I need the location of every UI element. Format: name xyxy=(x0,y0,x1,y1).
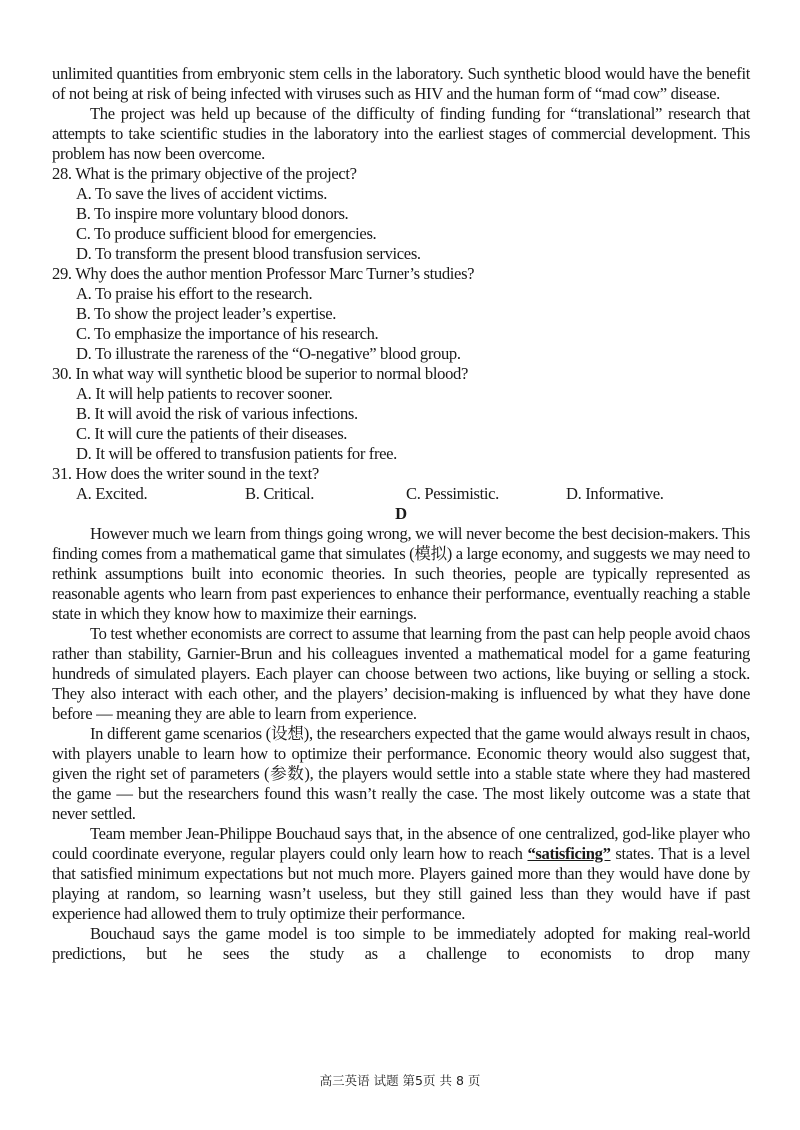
option-c: C. It will cure the patients of their diseases. xyxy=(76,424,348,443)
option-d: D. To transform the present blood transfusion services. xyxy=(76,244,421,263)
question-28 xyxy=(52,164,750,264)
section-heading-d: D xyxy=(395,504,407,523)
option-a: A. To save the lives of accident victims. xyxy=(76,184,327,203)
underlined-term-satisficing: “satisficing” xyxy=(527,844,611,863)
passage-d-paragraph-3: In different game scenarios (设想), the researchers expected that the game would always result in chaos, with players unable to learn how to optimize their performance. Economic theory would also suggest that, given the right set of parameters (参数), the players would settle into a stable state where they had mastered the game — but the researchers found this wasn’t really the case. The most likely outcome was a state that never settled. xyxy=(52,724,750,823)
option-b: B. To show the project leader’s expertise. xyxy=(76,304,337,323)
option-d: D. Informative. xyxy=(566,484,664,503)
passage-c-paragraph-1: unlimited quantities from embryonic stem cells in the laboratory. Such synthetic blood would have the benefit of not being at risk of being infected with viruses such as HIV and the human form of “mad cow” disease. xyxy=(52,64,750,103)
paragraph-text: states. That is a level that satisfied minimum expectations but not much more. Players gained more than they would have done by playing at random, so learning wasn’t useless, but they still gained less than they would have if past experience had allowed them to truly optimize their performance. xyxy=(52,844,750,923)
option-b: B. It will avoid the risk of various infections. xyxy=(76,404,358,423)
option-d: D. To illustrate the rareness of the “O-negative” blood group. xyxy=(76,344,461,363)
passage-c-paragraph-2: The project was held up because of the difficulty of finding funding for “translational” research that attempts to take scientific studies in the laboratory into the earliest stages of commercial development. This problem has now been overcome. xyxy=(52,104,750,163)
option-b: B. To inspire more voluntary blood donors. xyxy=(76,204,349,223)
paragraph-text: Team member Jean-Philippe Bouchaud says that, in the absence of one centralized, god-like player who could coordinate everyone, regular players could only learn how to reach xyxy=(52,824,750,863)
question-stem: 28. What is the primary objective of the project? xyxy=(52,164,357,183)
question-29 xyxy=(52,264,750,364)
question-stem: 29. Why does the author mention Professor Marc Turner’s studies? xyxy=(52,264,475,283)
passage-d-paragraph-2: To test whether economists are correct to assume that learning from the past can help people avoid chaos rather than stability, Garnier-Brun and his colleagues invented a mathematical model for a game featuring hundreds of simulated players. Each player can choose between two actions, like buying or selling a stock. They also interact with each other, and the players’ decision-making is influenced by what they have done before — meaning they are able to learn from experience. xyxy=(52,624,750,723)
option-b: B. Critical. xyxy=(245,484,315,503)
passage-d-paragraph-5: Bouchaud says the game model is too simple to be immediately adopted for making real-world predictions, but he sees the study as a challenge to economists to drop many xyxy=(52,924,750,963)
question-31 xyxy=(52,464,750,504)
options-row xyxy=(76,484,750,504)
page-footer: 高三英语 试题 第5页 共 8 页 xyxy=(319,1073,481,1088)
question-30 xyxy=(52,364,750,464)
option-a: A. It will help patients to recover sooner. xyxy=(76,384,333,403)
passage-d-paragraph-4 xyxy=(52,824,750,924)
passage-d-paragraph-1: However much we learn from things going wrong, we will never become the best decision-makers. This finding comes from a mathematical game that simulates (模拟) a large economy, and suggests we may need to rethink assumptions built into economic theories. In such theories, people are typically represented as reasonable agents who learn from past experiences to enhance their performance, eventually reaching a stable state in which they know how to maximize their earnings. xyxy=(52,524,751,623)
option-d: D. It will be offered to transfusion patients for free. xyxy=(76,444,397,463)
option-c: C. Pessimistic. xyxy=(406,484,499,503)
exam-page xyxy=(52,64,750,964)
option-a: A. To praise his effort to the research. xyxy=(76,284,313,303)
option-c: C. To produce sufficient blood for emergencies. xyxy=(76,224,377,243)
option-c: C. To emphasize the importance of his research. xyxy=(76,324,379,343)
question-stem: 31. How does the writer sound in the text? xyxy=(52,464,319,483)
question-stem: 30. In what way will synthetic blood be superior to normal blood? xyxy=(52,364,468,383)
option-a: A. Excited. xyxy=(76,484,148,503)
